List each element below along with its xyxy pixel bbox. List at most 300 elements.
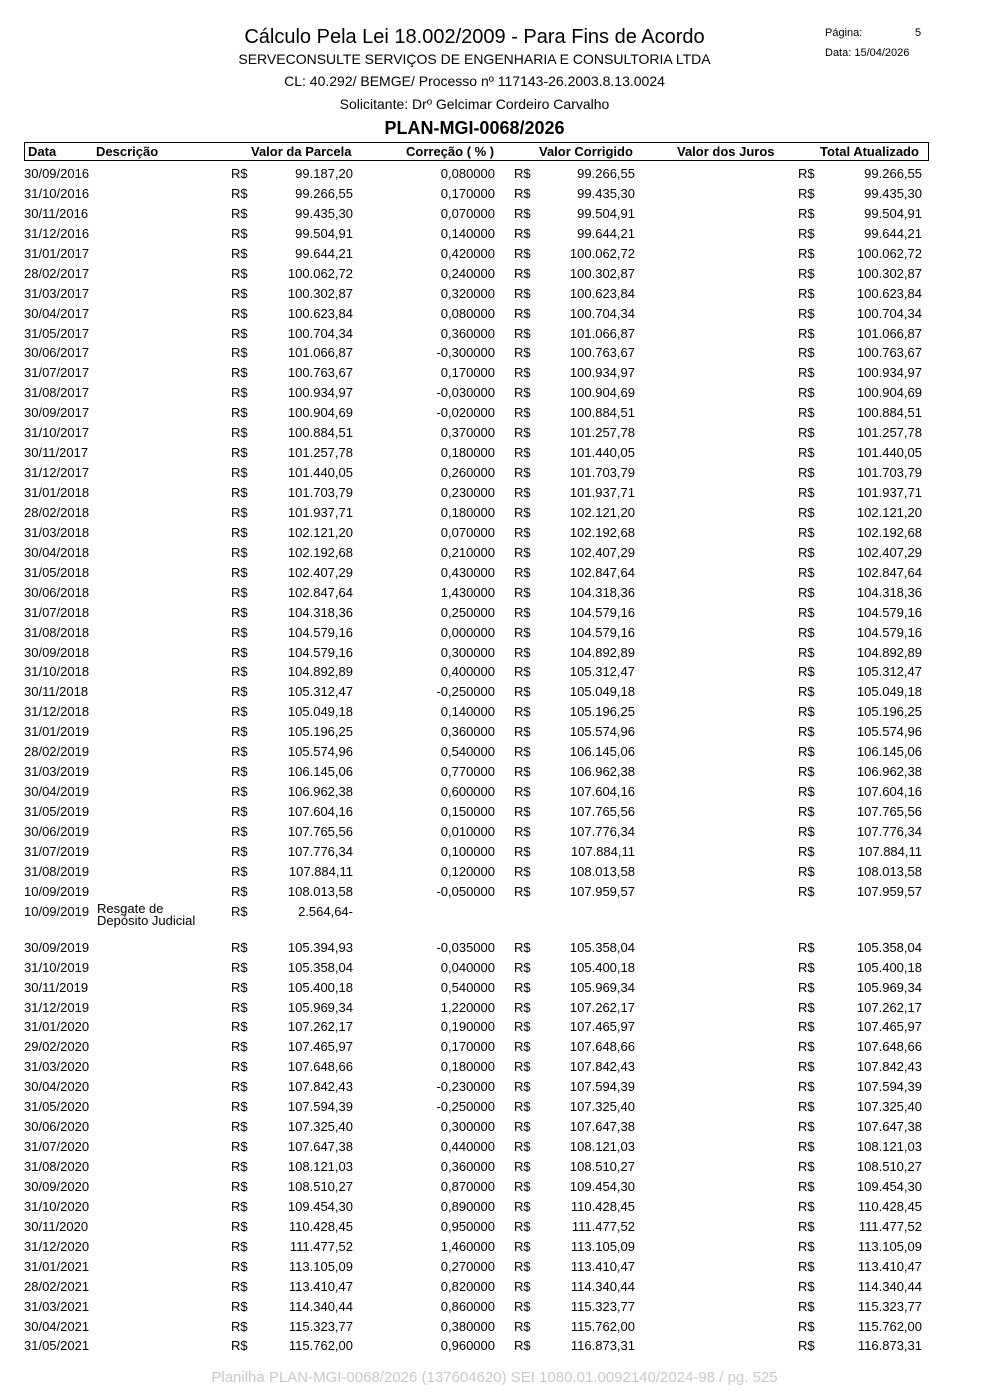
row-parcel-value: 108.013,58: [287, 883, 353, 899]
row-date: 30/04/2019: [24, 784, 90, 800]
row-total: 105.358,04: [856, 939, 922, 955]
row-currency: R$: [231, 365, 248, 381]
row-correction: 0,360000: [440, 1159, 495, 1174]
row-currency: R$: [514, 1059, 531, 1075]
row-currency: R$: [798, 959, 815, 975]
row-corrected-value: 105.312,47: [569, 664, 635, 680]
row-currency: R$: [231, 1059, 248, 1075]
row-correction: 0,190000: [440, 1019, 495, 1035]
row-currency: R$: [798, 485, 815, 500]
row-correction: 0,300000: [440, 644, 495, 660]
row-total: 100.934,97: [856, 365, 922, 381]
row-parcel-value: 99.266,55: [295, 185, 353, 201]
row-corrected-value: 107.959,57: [569, 883, 635, 899]
row-corrected-value: 105.400,18: [569, 959, 635, 975]
row-parcel-value: 104.579,16: [287, 644, 353, 660]
row-corrected-value: 100.884,51: [569, 405, 635, 421]
row-currency: R$: [514, 345, 531, 361]
row-currency: R$: [798, 1039, 815, 1055]
row-currency: R$: [514, 225, 531, 241]
row-total: 100.062,72: [856, 245, 922, 261]
row-currency: R$: [798, 185, 815, 201]
row-currency: R$: [514, 584, 531, 600]
row-currency: R$: [231, 504, 248, 520]
row-currency: R$: [798, 863, 815, 879]
row-currency: R$: [231, 1218, 248, 1234]
row-currency: R$: [514, 883, 531, 899]
table-row: [0, 801, 989, 821]
table-row: [0, 323, 989, 343]
row-total: 104.892,89: [856, 644, 922, 660]
row-date: 31/01/2021: [24, 1258, 90, 1274]
row-currency: R$: [798, 285, 815, 301]
row-currency: R$: [798, 584, 815, 600]
row-corrected-value: 108.510,27: [569, 1159, 635, 1174]
row-currency: R$: [798, 704, 815, 720]
row-correction: -0,050000: [436, 883, 495, 899]
company-name: SERVECONSULTE SERVIÇOS DE ENGENHARIA E CONSULTORIA LTDA: [238, 51, 711, 67]
row-currency: R$: [514, 664, 531, 680]
row-corrected-value: 110.428,45: [570, 1198, 635, 1214]
row-corrected-value: 107.842,43: [569, 1059, 635, 1075]
row-currency: R$: [231, 1099, 248, 1115]
row-currency: R$: [514, 1258, 531, 1274]
row-date: 31/01/2018: [24, 485, 90, 500]
row-currency: R$: [514, 385, 531, 401]
table-row: [0, 1056, 989, 1076]
table-row: [0, 701, 989, 721]
row-total: 116.873,31: [857, 1338, 922, 1354]
row-currency: R$: [798, 265, 815, 281]
row-currency: R$: [514, 405, 531, 421]
row-total: 111.477,52: [858, 1218, 922, 1234]
row-date: 30/11/2017: [24, 445, 89, 461]
col-total: Total Atualizado: [820, 144, 919, 159]
row-currency: R$: [514, 1099, 531, 1115]
row-total: 107.765,56: [856, 804, 922, 819]
row-currency: R$: [798, 664, 815, 680]
row-parcel-value: 107.776,34: [287, 843, 353, 859]
row-currency: R$: [514, 1079, 531, 1095]
row-corrected-value: 105.969,34: [569, 979, 635, 995]
row-corrected-value: 107.325,40: [569, 1099, 635, 1115]
row-currency: R$: [798, 744, 815, 760]
row-currency: R$: [514, 1159, 531, 1174]
row-correction: 0,120000: [440, 863, 495, 879]
row-currency: R$: [231, 744, 248, 760]
row-total: 105.049,18: [856, 684, 922, 700]
row-total: 102.847,64: [856, 564, 922, 580]
row-currency: R$: [231, 305, 248, 321]
row-currency: R$: [514, 939, 531, 955]
table-row: [0, 681, 989, 701]
row-parcel-value: 105.574,96: [287, 744, 353, 760]
row-currency: R$: [231, 1258, 248, 1274]
row-currency: R$: [231, 804, 248, 819]
row-currency: R$: [798, 365, 815, 381]
row-total: 107.604,16: [856, 784, 922, 800]
row-currency: R$: [514, 305, 531, 321]
row-total: 104.318,36: [856, 584, 922, 600]
row-currency: R$: [514, 285, 531, 301]
row-currency: R$: [514, 325, 531, 341]
table-row: [0, 861, 989, 881]
row-correction: 0,360000: [440, 325, 495, 341]
row-date: 31/10/2020: [24, 1198, 90, 1214]
row-corrected-value: 105.196,25: [569, 704, 635, 720]
row-date: 30/06/2018: [24, 584, 90, 600]
row-currency: R$: [798, 724, 815, 740]
row-date: 31/08/2019: [24, 863, 90, 879]
row-currency: R$: [798, 465, 815, 481]
row-currency: R$: [798, 345, 815, 361]
row-corrected-value: 99.644,21: [577, 225, 635, 241]
row-currency: R$: [231, 345, 248, 361]
row-parcel-value: 104.318,36: [287, 604, 353, 620]
row-currency: R$: [514, 445, 531, 461]
table-row: [0, 901, 989, 937]
row-correction: 0,600000: [440, 784, 495, 800]
row-currency: R$: [514, 544, 531, 560]
table-row: [0, 1096, 989, 1116]
row-correction: 0,170000: [440, 185, 495, 201]
row-parcel-value: 104.579,16: [287, 624, 353, 640]
row-currency: R$: [231, 604, 248, 620]
table-row: [0, 957, 989, 977]
row-currency: R$: [231, 265, 248, 281]
row-corrected-value: 107.604,16: [569, 784, 635, 800]
row-currency: R$: [798, 644, 815, 660]
row-currency: R$: [231, 285, 248, 301]
row-total: 107.325,40: [856, 1099, 922, 1115]
row-corrected-value: 99.504,91: [577, 205, 635, 221]
table-row: [0, 382, 989, 402]
row-currency: R$: [231, 1159, 248, 1174]
row-correction: -0,230000: [436, 1079, 495, 1095]
row-corrected-value: 115.323,77: [570, 1298, 635, 1314]
row-correction: 0,820000: [440, 1278, 495, 1294]
row-total: 115.762,00: [857, 1318, 922, 1334]
table-row: [0, 977, 989, 997]
table-row: [0, 741, 989, 761]
row-correction: 0,180000: [440, 504, 495, 520]
row-date: 31/10/2019: [24, 959, 90, 975]
case-reference: CL: 40.292/ BEMGE/ Processo nº 117143-26.2003.8.13.0024: [284, 73, 665, 89]
row-currency: R$: [514, 1019, 531, 1035]
row-date: 30/09/2020: [24, 1178, 90, 1194]
row-currency: R$: [514, 205, 531, 221]
row-parcel-value: 2.564,64-: [298, 903, 353, 919]
row-currency: R$: [514, 485, 531, 500]
row-parcel-value: 115.323,77: [288, 1318, 353, 1334]
row-date: 30/06/2017: [24, 345, 90, 361]
row-total: 107.465,97: [856, 1019, 922, 1035]
row-currency: R$: [798, 624, 815, 640]
plan-code: PLAN-MGI-0068/2026: [384, 118, 565, 138]
row-parcel-value: 100.884,51: [287, 425, 353, 441]
row-total: 101.703,79: [856, 465, 922, 481]
row-correction: 0,180000: [440, 445, 495, 461]
table-row: [0, 542, 989, 562]
row-date: 31/01/2017: [24, 245, 90, 261]
row-total: 107.594,39: [856, 1079, 922, 1095]
table-row: [0, 223, 989, 243]
row-currency: R$: [514, 166, 531, 181]
row-currency: R$: [798, 225, 815, 241]
row-currency: R$: [231, 405, 248, 421]
row-currency: R$: [514, 1338, 531, 1354]
row-currency: R$: [231, 664, 248, 680]
row-corrected-value: 100.904,69: [569, 385, 635, 401]
row-correction: 0,430000: [440, 564, 495, 580]
row-currency: R$: [798, 1178, 815, 1194]
row-correction: 0,080000: [440, 305, 495, 321]
row-total: 101.257,78: [856, 425, 922, 441]
row-total: 107.959,57: [856, 883, 922, 899]
row-date: 31/03/2017: [24, 285, 90, 301]
row-currency: R$: [514, 724, 531, 740]
row-currency: R$: [514, 959, 531, 975]
row-correction: 0,070000: [440, 524, 495, 540]
table-row: [0, 1136, 989, 1156]
row-currency: R$: [231, 823, 248, 839]
row-currency: R$: [514, 1178, 531, 1194]
table-row: [0, 602, 989, 622]
row-currency: R$: [231, 843, 248, 859]
table-row: [0, 1036, 989, 1056]
row-parcel-value: 100.704,34: [287, 325, 353, 341]
row-correction: 0,140000: [440, 704, 495, 720]
row-correction: 0,010000: [440, 823, 495, 839]
table-row: [0, 522, 989, 542]
row-currency: R$: [798, 1159, 815, 1174]
row-total: 104.579,16: [856, 624, 922, 640]
row-total: 99.504,91: [864, 205, 922, 221]
table-row: [0, 1335, 989, 1355]
row-corrected-value: 111.477,52: [571, 1218, 635, 1234]
row-total: 107.776,34: [856, 823, 922, 839]
row-date: 31/12/2020: [24, 1238, 90, 1254]
row-date: 30/09/2019: [24, 939, 90, 955]
row-corrected-value: 102.847,64: [569, 564, 635, 580]
row-currency: R$: [514, 744, 531, 760]
row-date: 31/03/2020: [24, 1059, 90, 1075]
row-corrected-value: 105.049,18: [569, 684, 635, 700]
row-corrected-value: 107.648,66: [569, 1039, 635, 1055]
table-row: [0, 163, 989, 183]
row-currency: R$: [514, 704, 531, 720]
row-parcel-value: 99.504,91: [295, 225, 353, 241]
row-currency: R$: [798, 1139, 815, 1155]
row-currency: R$: [231, 166, 248, 181]
row-date: 28/02/2017: [24, 265, 90, 281]
row-corrected-value: 113.410,47: [570, 1258, 635, 1274]
row-currency: R$: [798, 1338, 815, 1354]
row-currency: R$: [514, 804, 531, 819]
row-currency: R$: [231, 999, 248, 1015]
row-currency: R$: [514, 1139, 531, 1155]
row-currency: R$: [514, 1119, 531, 1135]
row-currency: R$: [514, 1238, 531, 1254]
row-currency: R$: [514, 1198, 531, 1214]
row-currency: R$: [231, 185, 248, 201]
table-row: [0, 283, 989, 303]
table-row: [0, 502, 989, 522]
row-total: 104.579,16: [856, 604, 922, 620]
row-date: 30/04/2021: [24, 1318, 90, 1334]
row-currency: R$: [514, 843, 531, 859]
row-currency: R$: [231, 564, 248, 580]
row-corrected-value: 100.934,97: [569, 365, 635, 381]
row-currency: R$: [798, 205, 815, 221]
document-date: Data: 15/04/2026: [825, 47, 910, 59]
page-number: 5: [915, 27, 922, 39]
row-currency: R$: [514, 604, 531, 620]
table-row: [0, 342, 989, 362]
row-total: 100.704,34: [856, 305, 922, 321]
row-parcel-value: 100.062,72: [287, 265, 353, 281]
row-currency: R$: [514, 245, 531, 261]
row-currency: R$: [798, 305, 815, 321]
row-currency: R$: [514, 425, 531, 441]
row-currency: R$: [514, 465, 531, 481]
row-parcel-value: 99.435,30: [295, 205, 353, 221]
row-currency: R$: [798, 784, 815, 800]
row-corrected-value: 102.192,68: [569, 524, 635, 540]
row-corrected-value: 101.257,78: [569, 425, 635, 441]
row-parcel-value: 105.312,47: [287, 684, 353, 700]
row-date: 30/11/2016: [24, 205, 89, 221]
row-corrected-value: 101.703,79: [569, 465, 635, 481]
row-currency: R$: [798, 804, 815, 819]
row-currency: R$: [231, 205, 248, 221]
table-row: [0, 1216, 989, 1236]
row-corrected-value: 100.623,84: [569, 285, 635, 301]
row-currency: R$: [798, 385, 815, 401]
row-correction: 0,540000: [440, 979, 495, 995]
row-corrected-value: 100.062,72: [569, 245, 635, 261]
table-row: [0, 303, 989, 323]
row-date: 31/10/2017: [24, 425, 90, 441]
row-currency: R$: [514, 504, 531, 520]
row-currency: R$: [231, 863, 248, 879]
row-currency: R$: [798, 1278, 815, 1294]
row-currency: R$: [798, 999, 815, 1015]
row-parcel-value: 105.394,93: [287, 939, 353, 955]
row-parcel-value: 99.644,21: [295, 245, 353, 261]
row-corrected-value: 104.892,89: [569, 644, 635, 660]
row-date: 31/05/2017: [24, 325, 90, 341]
row-parcel-value: 102.847,64: [287, 584, 353, 600]
row-correction: 0,150000: [440, 804, 495, 819]
row-currency: R$: [798, 405, 815, 421]
row-currency: R$: [514, 764, 531, 780]
row-currency: R$: [231, 1238, 248, 1254]
row-correction: 0,540000: [440, 744, 495, 760]
row-total: 107.842,43: [856, 1059, 922, 1075]
row-correction: -0,030000: [436, 385, 495, 401]
row-parcel-value: 108.510,27: [287, 1178, 353, 1194]
row-currency: R$: [231, 225, 248, 241]
row-total: 110.428,45: [857, 1198, 922, 1214]
row-parcel-value: 101.440,05: [287, 465, 353, 481]
row-currency: R$: [231, 445, 248, 461]
row-currency: R$: [798, 1218, 815, 1234]
row-currency: R$: [231, 524, 248, 540]
row-corrected-value: 113.105,09: [570, 1238, 635, 1254]
row-currency: R$: [231, 1298, 248, 1314]
row-corrected-value: 107.776,34: [569, 823, 635, 839]
row-parcel-value: 106.145,06: [287, 764, 353, 780]
row-currency: R$: [231, 1019, 248, 1035]
row-total: 100.763,67: [856, 345, 922, 361]
row-total: 113.105,09: [857, 1238, 922, 1254]
row-corrected-value: 99.435,30: [577, 185, 635, 201]
row-total: 107.647,38: [856, 1119, 922, 1135]
row-currency: R$: [798, 1238, 815, 1254]
row-parcel-value: 105.358,04: [287, 959, 353, 975]
row-parcel-value: 100.763,67: [287, 365, 353, 381]
row-total: 101.440,05: [856, 445, 922, 461]
row-currency: R$: [514, 644, 531, 660]
row-corrected-value: 107.262,17: [569, 999, 635, 1015]
row-corrected-value: 115.762,00: [570, 1318, 635, 1334]
table-row: [0, 761, 989, 781]
row-currency: R$: [798, 1059, 815, 1075]
row-parcel-value: 102.121,20: [287, 524, 353, 540]
row-corrected-value: 107.465,97: [569, 1019, 635, 1035]
row-date: 30/04/2020: [24, 1079, 90, 1095]
row-parcel-value: 111.477,52: [289, 1238, 353, 1254]
row-parcel-value: 101.937,71: [287, 504, 353, 520]
row-date: 31/07/2017: [24, 365, 90, 381]
table-row: [0, 1116, 989, 1136]
row-currency: R$: [514, 524, 531, 540]
table-row: [0, 1176, 989, 1196]
table-row: [0, 1196, 989, 1216]
document-title: Cálculo Pela Lei 18.002/2009 - Para Fins de Acordo: [244, 26, 705, 48]
row-parcel-value: 100.623,84: [287, 305, 353, 321]
row-total: 114.340,44: [857, 1278, 922, 1294]
row-currency: R$: [231, 764, 248, 780]
row-corrected-value: 102.121,20: [569, 504, 635, 520]
row-currency: R$: [231, 1178, 248, 1194]
row-currency: R$: [231, 644, 248, 660]
row-corrected-value: 101.066,87: [569, 325, 635, 341]
row-currency: R$: [231, 1119, 248, 1135]
row-correction: 0,180000: [440, 1059, 495, 1075]
row-corrected-value: 109.454,30: [569, 1178, 635, 1194]
col-corrected: Valor Corrigido: [539, 144, 633, 159]
row-parcel-value: 107.325,40: [287, 1119, 353, 1135]
row-correction: 0,000000: [440, 624, 495, 640]
row-currency: R$: [514, 624, 531, 640]
row-currency: R$: [798, 604, 815, 620]
requester: Solicitante: Drº Gelcimar Cordeiro Carvalho: [339, 96, 610, 112]
row-currency: R$: [514, 999, 531, 1015]
row-correction: -0,020000: [436, 405, 495, 421]
row-parcel-value: 107.647,38: [287, 1139, 353, 1155]
row-parcel-value: 107.765,56: [287, 823, 353, 839]
table-row: [0, 442, 989, 462]
table-row: [0, 482, 989, 502]
row-date: 31/12/2016: [24, 225, 90, 241]
row-parcel-value: 107.842,43: [287, 1079, 353, 1095]
row-currency: R$: [514, 1218, 531, 1234]
row-currency: R$: [231, 1278, 248, 1294]
row-date: 31/12/2017: [24, 465, 90, 481]
table-row: [0, 997, 989, 1017]
